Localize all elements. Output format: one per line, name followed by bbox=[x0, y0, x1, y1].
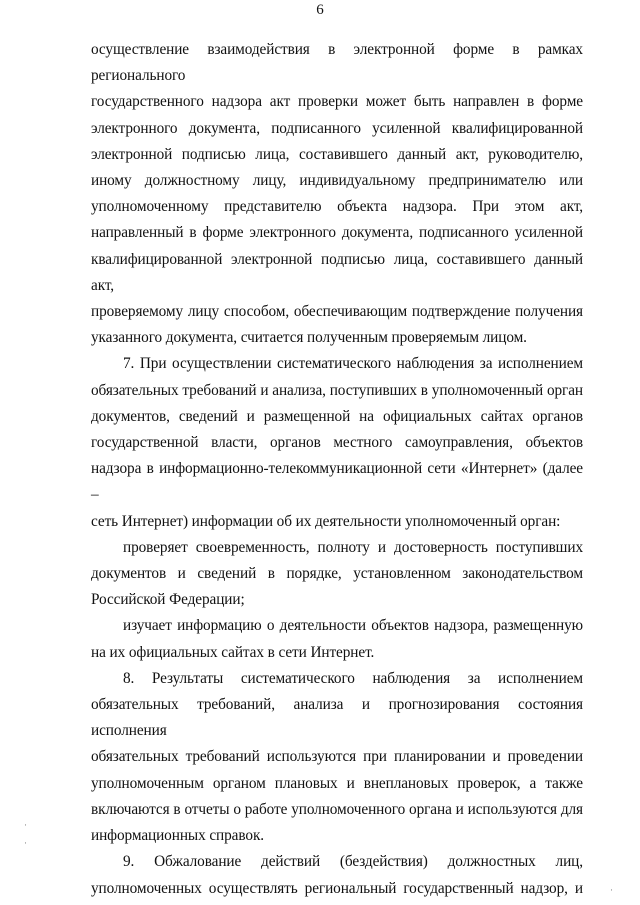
text-line: указанного документа, считается полученным проверяемым лицом. bbox=[91, 329, 527, 347]
paragraph-7 bbox=[91, 351, 583, 534]
text-line: информационных справок. bbox=[91, 827, 264, 845]
text-line: направленный в форме электронного документа, подписанного усиленной bbox=[91, 224, 583, 242]
paragraph-7-item-b bbox=[91, 613, 583, 665]
text-line: документов и сведений в порядке, установленном законодательством bbox=[91, 565, 583, 583]
document-body bbox=[91, 37, 583, 902]
paragraph-continuation bbox=[91, 37, 583, 351]
text-line: электронной подписью лица, составившего данный акт, руководителю, bbox=[91, 145, 583, 163]
text-line: обязательных требований, анализа и прогнозирования состояния исполнения bbox=[91, 696, 583, 740]
text-line: 7. При осуществлении систематического наблюдения за исполнением bbox=[123, 355, 583, 373]
text-line: документов, сведений и размещенной на официальных сайтах органов bbox=[91, 407, 583, 425]
text-line: 8. Результаты систематического наблюдения за исполнением bbox=[123, 669, 583, 687]
paragraph-8 bbox=[91, 666, 583, 849]
text-line: уполномоченному представителю объекта надзора. При этом акт, bbox=[91, 198, 583, 216]
text-line: на их официальных сайтах в сети Интернет. bbox=[91, 643, 375, 661]
text-line: проверяемому лицу способом, обеспечивающим подтверждение получения bbox=[91, 303, 583, 321]
text-line: изучает информацию о деятельности объектов надзора, размещенную bbox=[123, 617, 583, 635]
text-line: иному должностному лицу, индивидуальному предпринимателю или bbox=[91, 172, 583, 190]
text-line: электронного документа, подписанного усиленной квалифицированной bbox=[91, 119, 583, 137]
scan-speck: · bbox=[24, 820, 27, 830]
text-line: включаются в отчеты о работе уполномоченного органа и используются для bbox=[91, 800, 583, 818]
text-line: уполномоченных осуществлять региональный государственный надзор, и bbox=[91, 879, 583, 897]
scan-speck: · bbox=[610, 885, 613, 895]
text-line: государственного надзора акт проверки может быть направлен в форме bbox=[91, 93, 583, 111]
scan-speck: · bbox=[24, 838, 27, 848]
text-line: проверяет своевременность, полноту и достоверность поступивших bbox=[123, 538, 583, 556]
text-line: надзора в информационно-телекоммуникационной сети «Интернет» (далее – bbox=[91, 460, 583, 504]
text-line: 9. Обжалование действий (бездействия) должностных лиц, bbox=[123, 853, 583, 871]
paragraph-7-item-a bbox=[91, 535, 583, 614]
text-line: обязательных требований и анализа, поступивших в уполномоченный орган bbox=[91, 381, 583, 399]
text-line: сеть Интернет) информации об их деятельности уполномоченный орган: bbox=[91, 512, 561, 530]
page-number: 6 bbox=[316, 2, 324, 18]
text-line: квалифицированной электронной подписью лица, составившего данный акт, bbox=[91, 250, 583, 294]
text-line: обязательных требований используются при планировании и проведении bbox=[91, 748, 583, 766]
text-line: государственной власти, органов местного самоуправления, объектов bbox=[91, 434, 583, 452]
text-line: уполномоченным органом плановых и внеплановых проверок, а также bbox=[91, 774, 583, 792]
text-line: осуществление взаимодействия в электронной форме в рамках регионального bbox=[91, 41, 583, 85]
text-line: Российской Федерации; bbox=[91, 591, 245, 609]
paragraph-9 bbox=[91, 849, 583, 901]
